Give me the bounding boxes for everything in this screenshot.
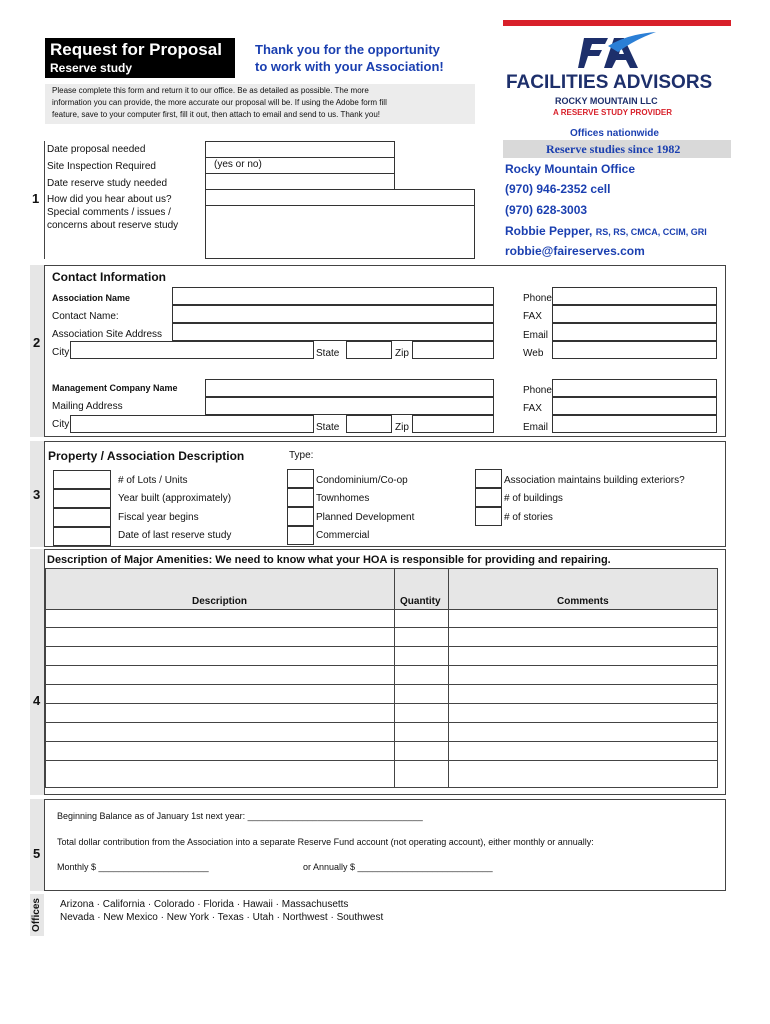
section4-number: 4	[33, 693, 41, 708]
yes-no-hint: (yes or no)	[214, 159, 262, 170]
section2-sidebar	[30, 265, 44, 437]
contact-info-heading: Contact Information	[52, 270, 166, 284]
type-label: Type:	[289, 450, 314, 461]
date-needed-input[interactable]	[205, 141, 395, 158]
label-contact-name: Contact Name:	[52, 311, 119, 322]
since-text: Reserve studies since 1982	[546, 142, 681, 156]
comments-textarea[interactable]	[205, 205, 475, 259]
thanks-line-2: to work with your Association!	[255, 59, 444, 74]
contribution-text: Total dollar contribution from the Association into a separate Reserve Fund account (not operating account), either monthly or annually:	[57, 837, 594, 847]
monthly-input[interactable]: Monthly $ ______________________	[57, 862, 209, 872]
label-comments-1: Special comments / issues /	[47, 207, 171, 218]
table-row	[45, 665, 718, 666]
label-fax: FAX	[523, 311, 542, 322]
label-assoc-name: Association Name	[52, 293, 131, 303]
col-quantity: Quantity	[400, 596, 441, 607]
label-hear: How did you hear about us?	[47, 194, 172, 205]
logo-red-bar	[503, 20, 731, 26]
label-mailing: Mailing Address	[52, 401, 123, 412]
contact-name-input[interactable]	[172, 305, 494, 323]
instructions-line-1: Please complete this form and return it to our office. Be as detailed as possible. The more	[52, 86, 369, 95]
label-zip: Zip	[395, 348, 409, 359]
label-state-2: State	[316, 422, 340, 433]
label-buildings: # of buildings	[504, 493, 563, 504]
col-comments: Comments	[557, 596, 609, 607]
label-zip-2: Zip	[395, 422, 409, 433]
label-reserve-needed: Date reserve study needed	[47, 178, 168, 189]
office-phone[interactable]: (970) 628-3003	[505, 203, 588, 217]
section1-rule	[44, 141, 45, 259]
label-phone-2: Phone	[523, 385, 552, 396]
state-2-input[interactable]	[346, 415, 392, 433]
email-input[interactable]	[552, 323, 717, 341]
logo-sub: ROCKY MOUNTAIN LLC	[555, 96, 658, 106]
facilities-advisors-logo-icon	[578, 30, 658, 74]
stories-input[interactable]	[475, 507, 502, 526]
buildings-input[interactable]	[475, 488, 502, 507]
assoc-name-input[interactable]	[172, 287, 494, 305]
label-planned: Planned Development	[316, 512, 415, 523]
table-row	[45, 684, 718, 685]
label-maintains: Association maintains building exteriors?	[504, 475, 685, 486]
logo-company-name: FACILITIES ADVISORS	[506, 72, 713, 93]
table-divider-2	[448, 569, 449, 787]
site-address-input[interactable]	[172, 323, 494, 341]
contact-name	[505, 224, 707, 239]
email-2-input[interactable]	[552, 415, 717, 433]
city-2-input[interactable]	[70, 415, 314, 433]
label-condo: Condominium/Co-op	[316, 475, 408, 486]
table-divider-1	[394, 569, 395, 787]
label-comments-2: concerns about reserve study	[47, 220, 179, 231]
amenities-header-row	[46, 569, 717, 609]
web-input[interactable]	[552, 341, 717, 359]
phone-2-input[interactable]	[552, 379, 717, 397]
state-input[interactable]	[346, 341, 392, 359]
offices-line-2: Nevada · New Mexico · New York · Texas · Utah · Northwest · Southwest	[60, 912, 384, 923]
zip-input[interactable]	[412, 341, 494, 359]
section2-number: 2	[33, 335, 41, 350]
label-mgmt: Management Company Name	[52, 383, 178, 393]
table-row	[45, 741, 718, 742]
zip-2-input[interactable]	[412, 415, 494, 433]
phone-input[interactable]	[552, 287, 717, 305]
label-site-address: Association Site Address	[52, 329, 163, 340]
label-state: State	[316, 348, 340, 359]
form-subtitle: Reserve study	[50, 61, 133, 75]
label-phone: Phone	[523, 293, 552, 304]
mgmt-input[interactable]	[205, 379, 494, 397]
annually-input[interactable]: or Annually $ ___________________________	[303, 862, 493, 872]
label-city: City	[52, 347, 70, 358]
offices-line-1: Arizona · California · Colorado · Florida · Hawaii · Massachusetts	[60, 899, 349, 910]
section1-number: 1	[32, 191, 40, 206]
label-city-2: City	[52, 419, 70, 430]
table-row	[45, 703, 718, 704]
year-input[interactable]	[53, 489, 111, 508]
label-year: Year built (approximately)	[118, 493, 232, 504]
fax-2-input[interactable]	[552, 397, 717, 415]
label-stories: # of stories	[504, 512, 553, 523]
hear-input[interactable]	[205, 189, 475, 206]
mailing-input[interactable]	[205, 397, 494, 415]
label-commercial: Commercial	[316, 530, 370, 541]
label-last-study: Date of last reserve study	[118, 530, 232, 541]
thanks-line-1: Thank you for the opportunity	[255, 42, 440, 57]
instructions-line-2: information you can provide, the more accurate our proposal will be. If using the Adobe form fill	[52, 98, 387, 107]
office-email[interactable]: robbie@faireserves.com	[505, 244, 645, 258]
last-study-input[interactable]	[53, 527, 111, 546]
office-name: Rocky Mountain Office	[505, 162, 636, 176]
table-row	[45, 646, 718, 647]
property-heading: Property / Association Description	[48, 449, 245, 463]
table-row	[45, 760, 718, 761]
townhomes-checkbox[interactable]	[287, 488, 314, 507]
label-date-needed: Date proposal needed	[47, 144, 146, 155]
label-web: Web	[523, 348, 544, 359]
label-lots: # of Lots / Units	[118, 475, 188, 486]
form-title: Request for Proposal	[50, 40, 222, 59]
amenities-heading: Description of Major Amenities: We need to know what your HOA is responsible for providing and repairing.	[47, 554, 611, 566]
contact-person: Robbie Pepper,	[505, 224, 593, 238]
office-cell[interactable]: (970) 946-2352 cell	[505, 182, 611, 196]
col-description: Description	[192, 596, 248, 607]
lots-input[interactable]	[53, 470, 111, 489]
fiscal-input[interactable]	[53, 508, 111, 527]
section3-number: 3	[33, 487, 41, 502]
planned-checkbox[interactable]	[287, 507, 314, 526]
section5-sidebar	[30, 799, 44, 891]
offices-nationwide: Offices nationwide	[570, 128, 659, 139]
maintains-input[interactable]	[475, 469, 502, 488]
label-townhomes: Townhomes	[316, 493, 370, 504]
table-row	[45, 722, 718, 723]
section4-sidebar	[30, 549, 44, 795]
label-email: Email	[523, 330, 549, 341]
fax-input[interactable]	[552, 305, 717, 323]
label-email-2: Email	[523, 422, 549, 433]
table-row	[45, 627, 718, 628]
commercial-checkbox[interactable]	[287, 526, 314, 545]
label-fiscal: Fiscal year begins	[118, 512, 199, 523]
offices-label: Offices	[31, 898, 42, 932]
section5-number: 5	[33, 846, 41, 861]
city-input[interactable]	[70, 341, 314, 359]
logo-tagline: A RESERVE STUDY PROVIDER	[553, 108, 672, 117]
instructions-line-3: feature, save to your computer first, fill it out, then attach to email and send to us. Thank you!	[52, 110, 381, 119]
label-fax-2: FAX	[523, 403, 542, 414]
contact-credentials: RS, RS, CMCA, CCIM, GRI	[595, 227, 707, 237]
table-row	[45, 609, 718, 610]
beginning-balance[interactable]: Beginning Balance as of January 1st next year: ___________________________________	[57, 811, 423, 821]
condo-checkbox[interactable]	[287, 469, 314, 488]
reserve-needed-input[interactable]	[205, 173, 395, 190]
label-site-inspection: Site Inspection Required	[47, 161, 156, 172]
